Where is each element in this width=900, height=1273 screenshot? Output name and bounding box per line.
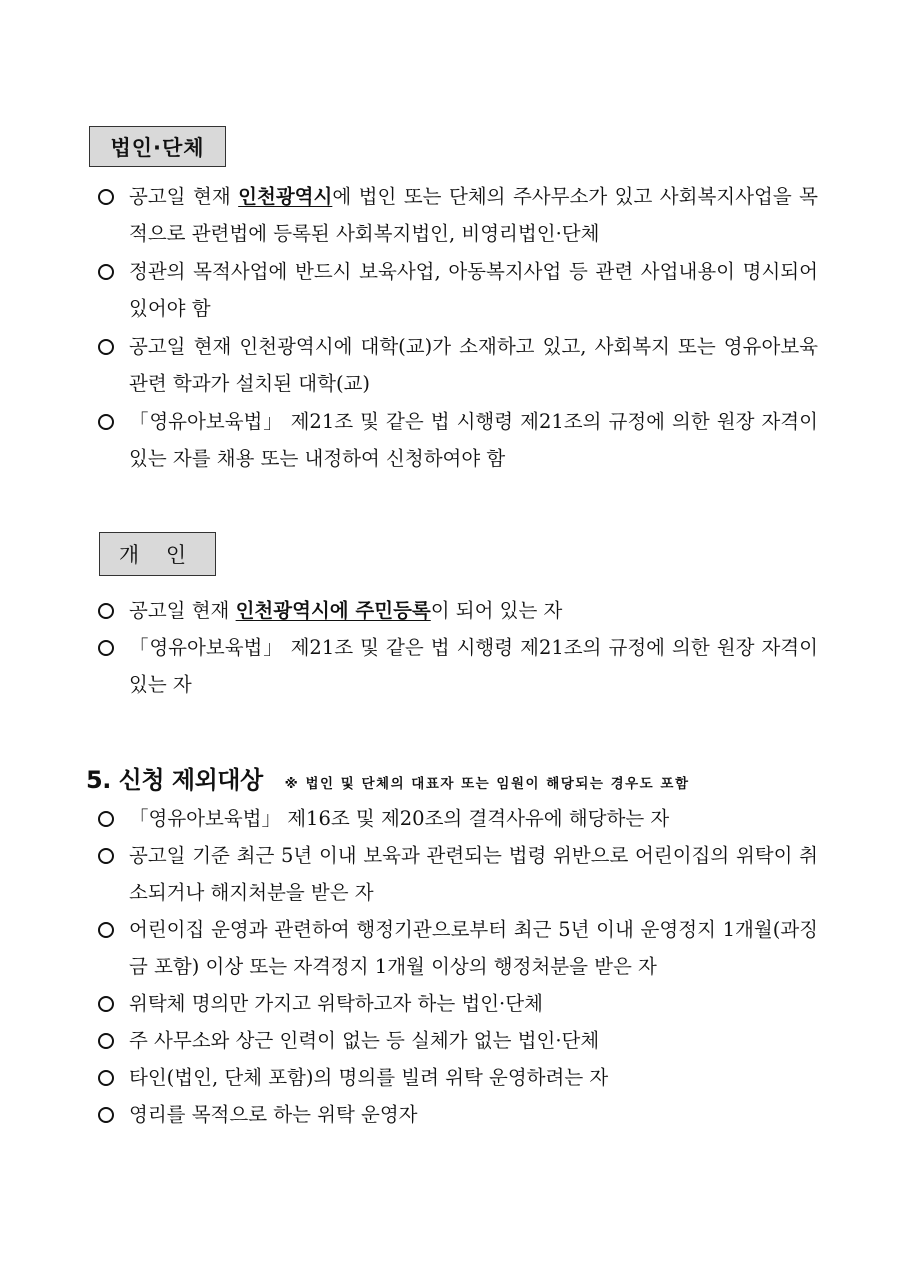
list-item <box>96 911 818 985</box>
list-item <box>96 403 818 477</box>
list-item <box>96 985 818 1022</box>
item-emphasis: 인천광역시 <box>238 185 333 208</box>
item-text-post: 이 되어 있는 자 <box>430 599 563 622</box>
item-text-post: 에 법인 또는 단체의 주사무소가 있고 사회복지사업을 목적으로 관련법에 등록된 사회복지법인, 비영리법인·단체 <box>129 185 818 245</box>
item-text: 「영유아보육법」 제16조 및 제20조의 결격사유에 해당하는 자 <box>129 807 670 830</box>
hollow-circle-bullet-icon <box>98 640 114 656</box>
item-text: 「영유아보육법」 제21조 및 같은 법 시행령 제21조의 규정에 의한 원장 자격이 있는 자를 채용 또는 내정하여 신청하여야 함 <box>129 410 818 470</box>
hollow-circle-bullet-icon <box>98 339 114 355</box>
item-text: 「영유아보육법」 제21조 및 같은 법 시행령 제21조의 규정에 의한 원장 자격이 있는 자 <box>129 636 818 696</box>
item-text-pre: 공고일 현재 <box>129 185 239 208</box>
item-text: 주 사무소와 상근 인력이 없는 등 실체가 없는 법인·단체 <box>129 1029 600 1052</box>
corp-section-label: 법인·단체 <box>89 126 226 167</box>
list-item <box>96 1022 818 1059</box>
list-item <box>96 253 818 327</box>
item-text-pre: 공고일 현재 <box>129 599 236 622</box>
item-text: 영리를 목적으로 하는 위탁 운영자 <box>129 1103 418 1126</box>
hollow-circle-bullet-icon <box>98 1070 114 1086</box>
individual-eligibility-list <box>96 592 818 703</box>
list-item <box>96 837 818 911</box>
section-title: 5. 신청 제외대상 <box>86 766 263 794</box>
hollow-circle-bullet-icon <box>98 189 114 205</box>
list-item <box>96 592 818 629</box>
hollow-circle-bullet-icon <box>98 1033 114 1049</box>
section-heading <box>86 760 690 795</box>
hollow-circle-bullet-icon <box>98 264 114 280</box>
hollow-circle-bullet-icon <box>98 922 114 938</box>
item-text: 어린이집 운영과 관련하여 행정기관으로부터 최근 5년 이내 운영정지 1개월(과징금 포함) 이상 또는 자격정지 1개월 이상의 행정처분을 받은 자 <box>129 918 818 978</box>
individual-section-label: 개 인 <box>99 532 216 576</box>
hollow-circle-bullet-icon <box>98 848 114 864</box>
list-item <box>96 800 818 837</box>
hollow-circle-bullet-icon <box>98 1107 114 1123</box>
list-item <box>96 328 818 402</box>
hollow-circle-bullet-icon <box>98 603 114 619</box>
list-item <box>96 1096 818 1133</box>
item-text: 정관의 목적사업에 반드시 보육사업, 아동복지사업 등 관련 사업내용이 명시되어 있어야 함 <box>129 260 818 320</box>
exclusion-list <box>96 800 818 1133</box>
hollow-circle-bullet-icon <box>98 996 114 1012</box>
list-item <box>96 629 818 703</box>
hollow-circle-bullet-icon <box>98 414 114 430</box>
hollow-circle-bullet-icon <box>98 811 114 827</box>
corp-eligibility-list <box>96 178 818 478</box>
item-text: 타인(법인, 단체 포함)의 명의를 빌려 위탁 운영하려는 자 <box>129 1066 609 1089</box>
section-note: ※ 법인 및 단체의 대표자 또는 임원이 해당되는 경우도 포함 <box>284 776 690 792</box>
list-item <box>96 178 818 252</box>
item-emphasis: 인천광역시에 주민등록 <box>235 599 431 622</box>
item-text: 공고일 기준 최근 5년 이내 보육과 관련되는 법령 위반으로 어린이집의 위탁이 취소되거나 해지처분을 받은 자 <box>129 844 818 904</box>
list-item <box>96 1059 818 1096</box>
item-text: 위탁체 명의만 가지고 위탁하고자 하는 법인·단체 <box>129 992 543 1015</box>
item-text: 공고일 현재 인천광역시에 대학(교)가 소재하고 있고, 사회복지 또는 영유아보육 관련 학과가 설치된 대학(교) <box>129 335 818 395</box>
